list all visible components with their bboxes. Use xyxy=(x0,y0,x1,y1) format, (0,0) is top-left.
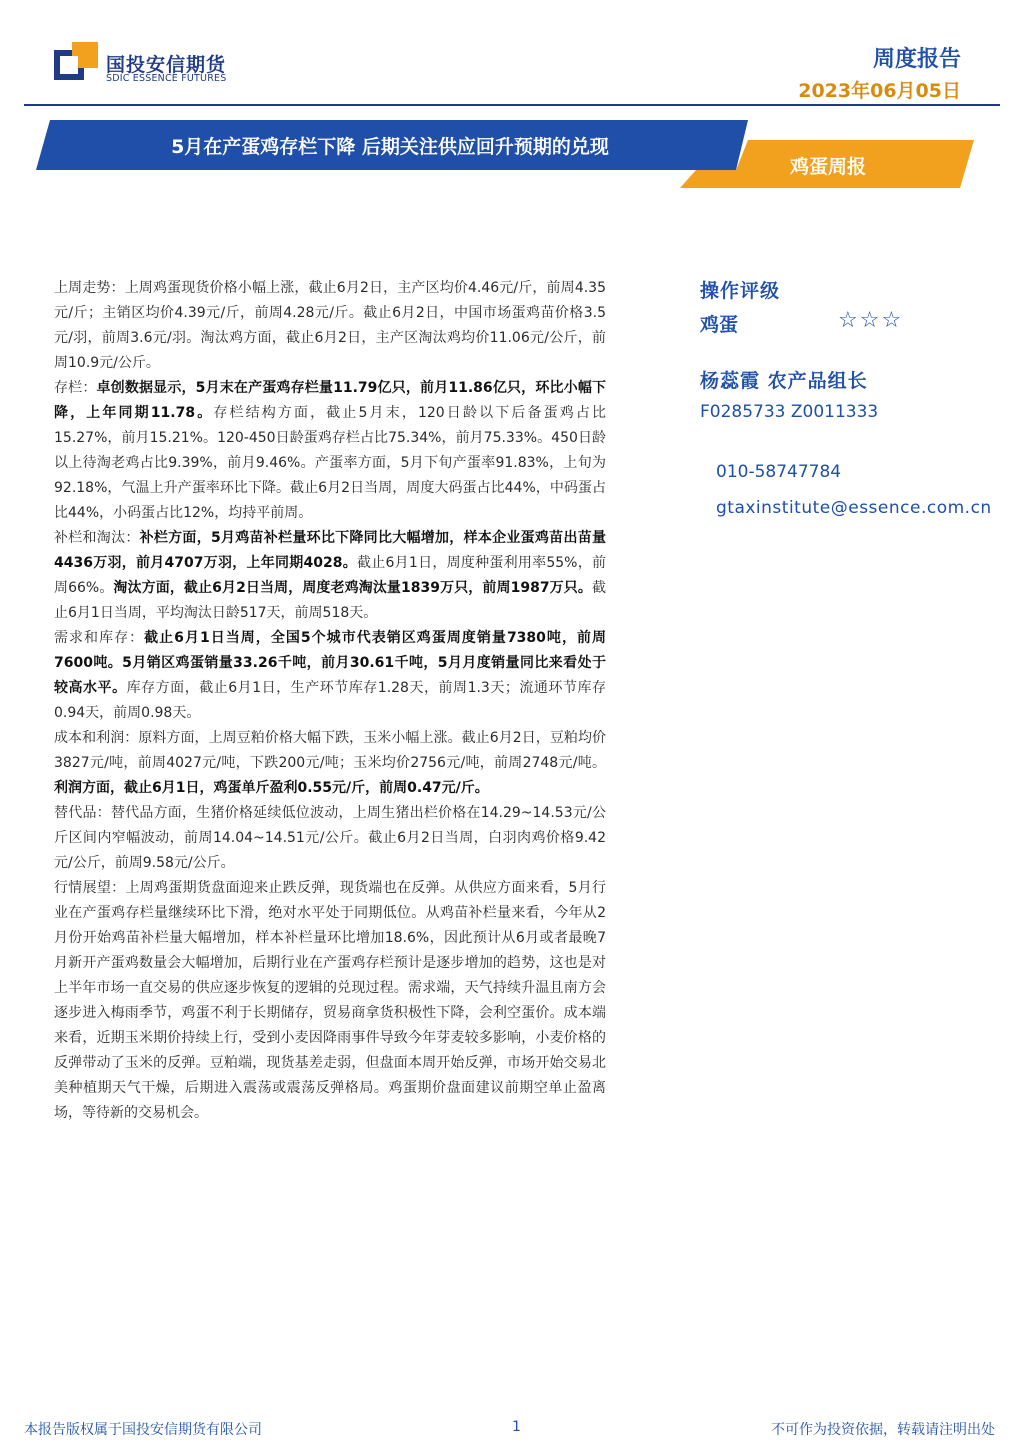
footer-disclaimer: 不可作为投资依据，转载请注明出处 xyxy=(771,1422,995,1438)
paragraph-detail: 库存方面，截止6月1日，生产环节库存1.28天，前周1.3天；流通环节库存0.94天，前周0.98天。 xyxy=(54,680,607,721)
company-name-en: SDIC ESSENCE FUTURES xyxy=(106,73,227,84)
paragraph-detail: 截止6月1日当周，平均淘汰日龄517天，前周518天。 xyxy=(54,580,606,621)
paragraph-detail: 存栏结构方面，截止5月末，120日龄以下后备蛋鸡占比15.27%，前月15.21%。120-450日龄蛋鸡存栏占比75.34%，前月75.33%。450日龄以上待淘老鸡占比9.39%，前月9.46%。产蛋率方面，5月下旬产蛋率91.83%，上旬为92.18%，气温上升产蛋率环比下降。截止6月2日当周，周度大码蛋占比44%，中码蛋占比44%，小码蛋占比12%，均持平前周。 xyxy=(54,405,606,521)
rating-title: 操作评级 xyxy=(700,280,781,302)
paragraph-highlight: 补栏方面，5月鸡苗补栏量环比下降同比大幅增加，样本企业蛋鸡苗出苗量4436万羽，前月4707万羽，上年同期4028。 xyxy=(54,530,606,571)
report-body xyxy=(54,276,606,1126)
paragraph-lead: 存栏： xyxy=(54,380,97,396)
paragraph-demand-stock xyxy=(54,626,606,726)
rating-stars-icon: ☆☆☆ xyxy=(838,308,904,333)
paragraph-detail: 截止6月1日，周度种蛋利用率55%，前周66%。 xyxy=(54,555,606,596)
paragraph-substitutes: 替代品：替代品方面，生猪价格延续低位波动，上周生猪出栏价格在14.29~14.53元/公斤区间内窄幅波动，前周14.04~14.51元/公斤。截止6月2日当周，白羽肉鸡价格9.42元/公斤，前周9.58元/公斤。 xyxy=(54,805,606,871)
report-type: 周度报告 xyxy=(872,47,961,72)
paragraph-lead: 需求和库存： xyxy=(54,630,145,646)
paragraph-detail: 成本和利润：原料方面，上周豆粕价格大幅下跌，玉米小幅上涨。截止6月2日，豆粕均价3827元/吨，前周4027元/吨，下跌200元/吨；玉米均价2756元/吨，前周2748元/吨。 xyxy=(54,730,606,771)
paragraph-inventory xyxy=(54,376,606,526)
company-logo-icon xyxy=(54,42,98,82)
analyst-license-codes: F0285733 Z0011333 xyxy=(700,402,879,422)
paragraph-cost-profit xyxy=(54,726,606,801)
paragraph-weekly-trend: 上周走势：上周鸡蛋现货价格小幅上涨，截止6月2日，主产区均价4.46元/斤，前周4.35元/斤；主销区均价4.39元/斤，前周4.28元/斤。截止6月2日，中国市场蛋鸡苗价格3.5元/羽，前周3.6元/羽。淘汰鸡方面，截止6月2日，主产区淘汰鸡均价11.06元/公斤，前周10.9元/公斤。 xyxy=(54,280,606,371)
rating-item-label: 鸡蛋 xyxy=(700,314,739,336)
analyst-email-link[interactable]: gtaxinstitute@essence.com.cn xyxy=(716,498,992,518)
report-title: 5月在产蛋鸡存栏下降 后期关注供应回升预期的兑现 xyxy=(171,136,609,158)
paragraph-outlook: 行情展望：上周鸡蛋期货盘面迎来止跌反弹，现货端也在反弹。从供应方面来看，5月行业在产蛋鸡存栏量继续环比下滑，绝对水平处于同期低位。从鸡苗补栏量来看，今年从2月份开始鸡苗补栏量大幅增加，样本补栏量环比增加18.6%，因此预计从6月或者最晚7月新开产蛋鸡数量会大幅增加，后期行业在产蛋鸡存栏预计是逐步增加的趋势，这也是对上半年市场一直交易的供应逐步恢复的逻辑的兑现过程。需求端，天气持续升温且南方会逐步进入梅雨季节，鸡蛋不利于长期储存，贸易商拿货积极性下降，会利空蛋价。成本端来看，近期玉米期价持续上行，受到小麦因降雨事件导致今年芽麦较多影响，小麦价格的反弹带动了玉米的反弹。豆粕端，现货基差走弱，但盘面本周开始反弹，市场开始交易北美种植期天气干燥，后期进入震荡或震荡反弹格局。鸡蛋期价盘面建议前期空单止盈离场，等待新的交易机会。 xyxy=(54,880,606,1121)
page-number: 1 xyxy=(512,1419,521,1435)
analyst-phone: 010-58747784 xyxy=(716,462,842,482)
paragraph-restock-culling xyxy=(54,526,606,626)
header-divider xyxy=(24,104,1000,106)
analyst-name: 杨蕊霞 农产品组长 xyxy=(700,370,868,392)
footer-copyright: 本报告版权属于国投安信期货有限公司 xyxy=(24,1422,262,1438)
paragraph-highlight: 淘汰方面，截止6月2日当周，周度老鸡淘汰量1839万只，前周1987万只。 xyxy=(113,580,592,596)
paragraph-highlight: 卓创数据显示，5月末在产蛋鸡存栏量11.79亿只，前月11.86亿只，环比小幅下降，上年同期11.78。 xyxy=(54,380,607,421)
company-name-cn: 国投安信期货 xyxy=(106,54,227,76)
report-date: 2023年06月05日 xyxy=(798,80,961,102)
report-category-tag: 鸡蛋周报 xyxy=(789,156,866,178)
paragraph-highlight: 利润方面，截止6月1日，鸡蛋单斤盈利0.55元/斤，前周0.47元/斤。 xyxy=(54,780,489,796)
paragraph-lead: 补栏和淘汰： xyxy=(54,530,140,546)
paragraph-highlight: 截止6月1日当周，全国5个城市代表销区鸡蛋周度销量7380吨，前周7600吨。5月销区鸡蛋销量33.26千吨，前月30.61千吨，5月月度销量同比来看处于较高水平。 xyxy=(54,630,607,696)
